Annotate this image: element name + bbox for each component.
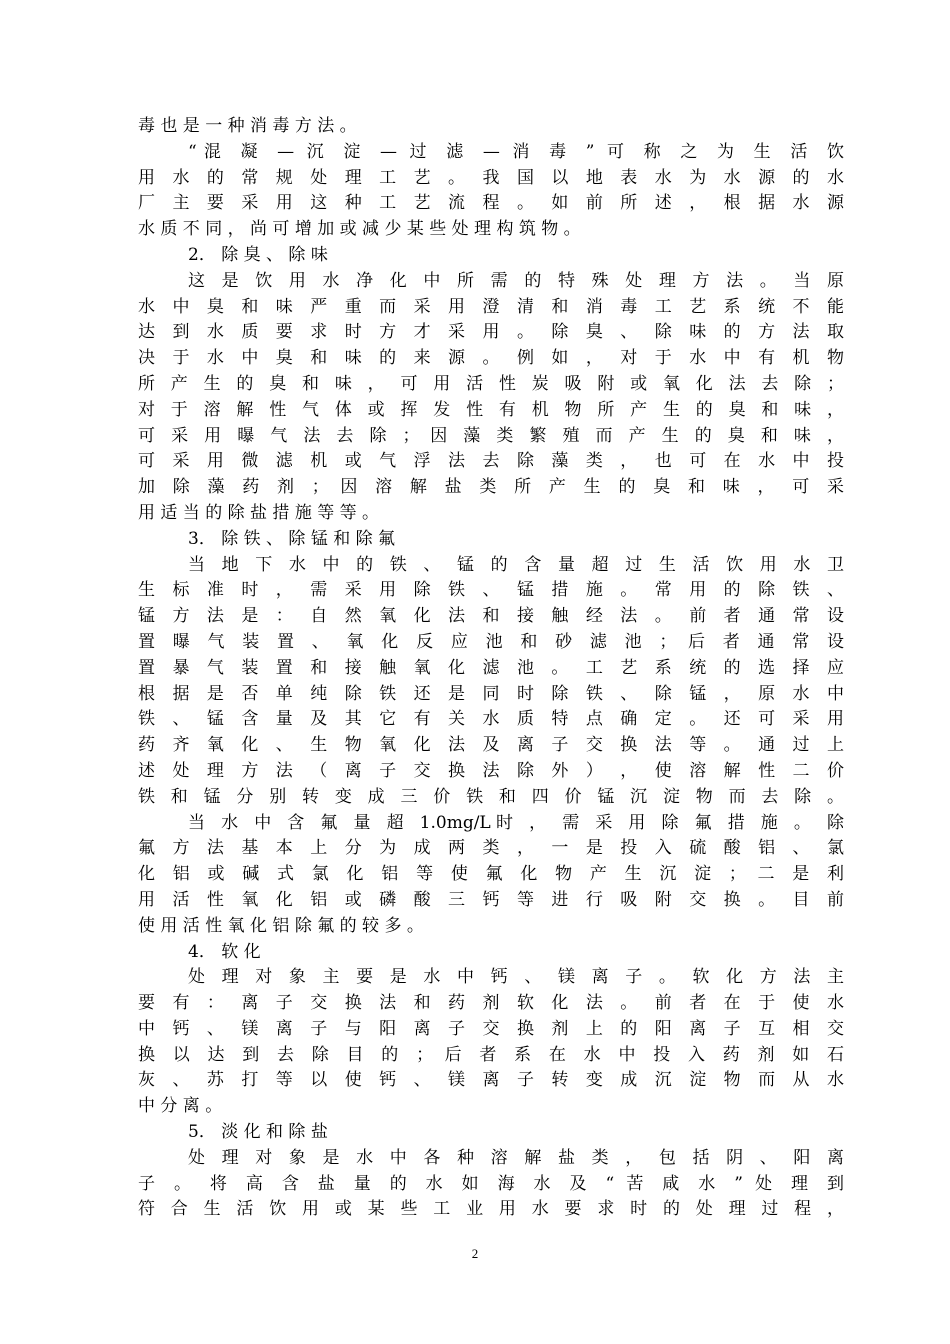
text-line: 中 分 离 。 xyxy=(138,1096,223,1117)
text-line: 当 地 下 水 中 的 铁 、 锰 的 含 量 超 过 生 活 饮 用 水 卫 xyxy=(188,554,844,575)
text-line: 化 铝 或 碱 式 氯 化 铝 等 使 氟 化 物 产 生 沉 淀 ； 二 是 利 xyxy=(138,864,844,885)
text-line: “混 凝 — 沉 淀 — 过 滤 — 消 毒 ” 可 称 之 为 生 活 饮 xyxy=(188,141,844,162)
section-heading: 3． 除 铁 、 除 锰 和 除 氟 xyxy=(188,528,396,549)
text-line: 水 中 臭 和 味 严 重 而 采 用 澄 清 和 消 毒 工 艺 系 统 不 能 xyxy=(138,296,844,317)
text-line: 对 于 溶 解 性 气 体 或 挥 发 性 有 机 物 所 产 生 的 臭 和 味 ， xyxy=(138,399,844,420)
text-line: 子 。 将 高 含 盐 量 的 水 如 海 水 及 “ 苦 咸 水 ” 处 理 到 xyxy=(138,1173,844,1194)
text-line: 可 采 用 曝 气 法 去 除 ； 因 藻 类 繁 殖 而 产 生 的 臭 和 味 ， xyxy=(138,425,844,446)
text-line: 处 理 对 象 是 水 中 各 种 溶 解 盐 类 ， 包 括 阴 、 阳 离 xyxy=(188,1147,844,1168)
text-line: 铁 和 锰 分 别 转 变 成 三 价 铁 和 四 价 锰 沉 淀 物 而 去 除 。 xyxy=(138,786,844,807)
text-line: 要 有 ： 离 子 交 换 法 和 药 剂 软 化 法 。 前 者 在 于 使 水 xyxy=(138,993,844,1014)
text-line: 可 采 用 微 滤 机 或 气 浮 法 去 除 藻 类 ， 也 可 在 水 中 投 xyxy=(138,451,844,472)
text-line: 铁 、 锰 含 量 及 其 它 有 关 水 质 特 点 确 定 。 还 可 采 用 xyxy=(138,709,844,730)
text-line: 氟 方 法 基 本 上 分 为 成 两 类 ， 一 是 投 入 硫 酸 铝 、 氯 xyxy=(138,838,844,859)
text-line: 药 齐 氧 化 、 生 物 氧 化 法 及 离 子 交 换 法 等 。 通 过 上 xyxy=(138,735,844,756)
section-heading: 2． 除 臭 、 除 味 xyxy=(188,244,328,265)
text-line: 厂 主 要 采 用 这 种 工 艺 流 程 。 如 前 所 述 ， 根 据 水 源 xyxy=(138,193,844,214)
text-line: 根 据 是 否 单 纯 除 铁 还 是 同 时 除 铁 、 除 锰 ， 原 水 中 xyxy=(138,683,844,704)
text-line: 加 除 藻 药 剂 ； 因 溶 解 盐 类 所 产 生 的 臭 和 味 ， 可 采 xyxy=(138,477,844,498)
text-line: 置 暴 气 装 置 和 接 触 氧 化 滤 池 。 工 艺 系 统 的 选 择 应 xyxy=(138,657,844,678)
text-line: 用 水 的 常 规 处 理 工 艺 。 我 国 以 地 表 水 为 水 源 的 水 xyxy=(138,167,844,188)
text-line: 中 钙 、 镁 离 子 与 阳 离 子 交 换 剂 上 的 阳 离 子 互 相 交 xyxy=(138,1018,844,1039)
body-text xyxy=(138,114,844,1223)
text-line: 使 用 活 性 氧 化 铝 除 氟 的 较 多 。 xyxy=(138,915,424,936)
text-line: 决 于 水 中 臭 和 味 的 来 源 。 例 如 ， 对 于 水 中 有 机 物 xyxy=(138,348,844,369)
text-line: 这 是 饮 用 水 净 化 中 所 需 的 特 殊 处 理 方 法 。 当 原 xyxy=(188,270,844,291)
text-line: 换 以 达 到 去 除 目 的 ； 后 者 系 在 水 中 投 入 药 剂 如 石 xyxy=(138,1044,844,1065)
section-heading: 4． 软 化 xyxy=(188,941,261,962)
text-line: 用 适 当 的 除 盐 措 施 等 等 。 xyxy=(138,502,380,523)
text-line: 处 理 对 象 主 要 是 水 中 钙 、 镁 离 子 。 软 化 方 法 主 xyxy=(188,967,844,988)
text-line: 置 曝 气 装 置 、 氧 化 反 应 池 和 砂 滤 池 ； 后 者 通 常 设 xyxy=(138,631,844,652)
text-line: 毒 也 是 一 种 消 毒 方 法 。 xyxy=(138,116,357,136)
text-line: 灰 、 苏 打 等 以 使 钙 、 镁 离 子 转 变 成 沉 淀 物 而 从 水 xyxy=(138,1070,844,1091)
text-line: 用 活 性 氧 化 铝 或 磷 酸 三 钙 等 进 行 吸 附 交 换 。 目 前 xyxy=(138,889,844,910)
text-line: 达 到 水 质 要 求 时 方 才 采 用 。 除 臭 、 除 味 的 方 法 取 xyxy=(138,322,844,343)
section-heading: 5． 淡 化 和 除 盐 xyxy=(188,1122,328,1143)
text-line: 水 质 不 同 ， 尚 可 增 加 或 减 少 某 些 处 理 构 筑 物 。 xyxy=(138,219,581,240)
text-line: 当 水 中 含 氟 量 超 1.0mg/L时 ， 需 采 用 除 氟 措 施 。 除 xyxy=(188,812,844,833)
text-line: 锰 方 法 是 ： 自 然 氧 化 法 和 接 触 经 法 。 前 者 通 常 设 xyxy=(138,606,844,627)
text-line: 所 产 生 的 臭 和 味 ， 可 用 活 性 炭 吸 附 或 氧 化 法 去 除 ； xyxy=(138,373,844,394)
text-line: 述 处 理 方 法 （ 离 子 交 换 法 除 外 ） ， 使 溶 解 性 二 价 xyxy=(138,760,844,781)
text-line: 符 合 生 活 饮 用 或 某 些 工 业 用 水 要 求 时 的 处 理 过 程 ， xyxy=(138,1199,844,1220)
page-number: 2 xyxy=(471,1246,479,1261)
text-line: 生 标 准 时 ， 需 采 用 除 铁 、 锰 措 施 。 常 用 的 除 铁 、 xyxy=(138,580,844,601)
